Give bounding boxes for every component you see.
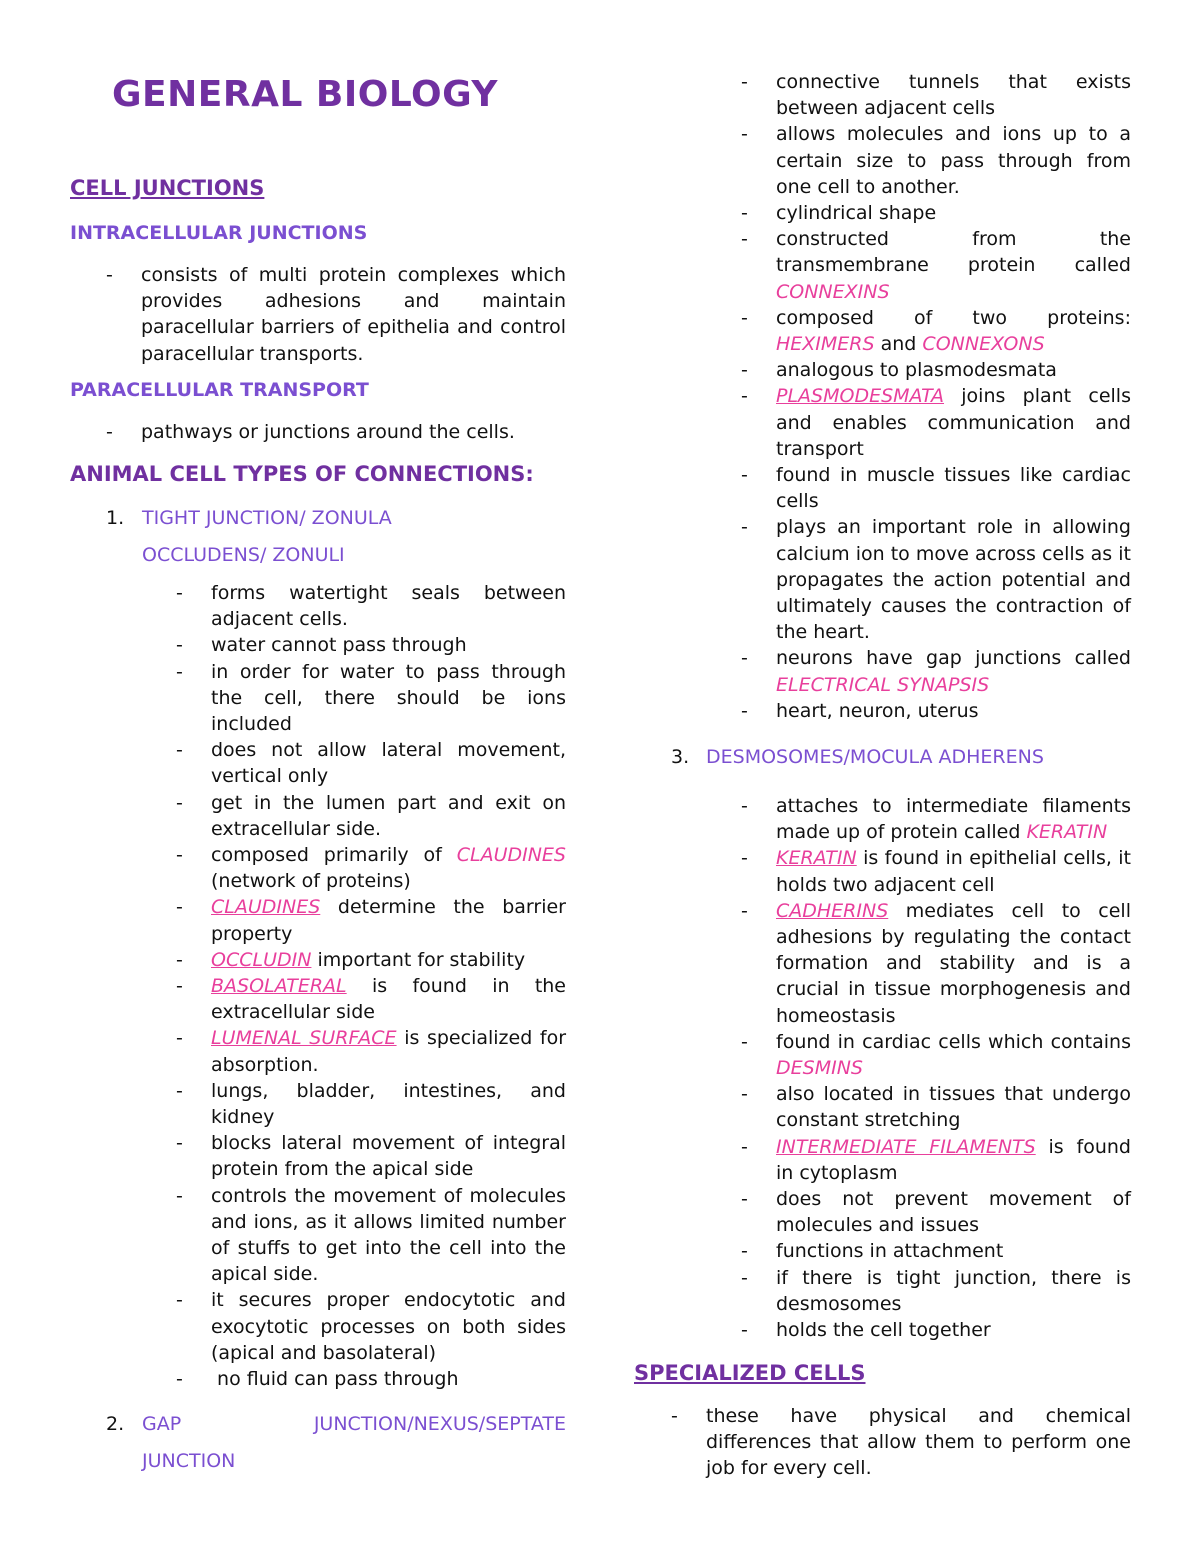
connexons-term: CONNEXONS <box>922 333 1045 356</box>
list-item: - INTERMEDIATE FILAMENTS is found in cytoplasm <box>741 1135 1131 1184</box>
list-item: - blocks lateral movement of integral protein from the apical side <box>176 1132 566 1181</box>
intermediate-filaments-term: INTERMEDIATE FILAMENTS <box>776 1135 1036 1158</box>
list-item: - also located in tissues that undergo constant stretching <box>741 1083 1131 1132</box>
list-item: - does not allow lateral movement, vertical only <box>176 739 566 788</box>
document-title: GENERAL BIOLOGY <box>112 74 498 115</box>
desmosomes-bullets <box>741 793 1131 1343</box>
list-item: - no fluid can pass through <box>176 1368 459 1391</box>
list-item: - neurons have gap junctions called ELECTRICAL SYNAPSIS <box>741 647 1131 696</box>
occludin-term: OCCLUDIN <box>211 948 312 971</box>
list-item: - it secures proper endocytotic and exocytotic processes on both sides (apical and basolateral) <box>176 1289 566 1364</box>
list-item: - does not prevent movement of molecules and issues <box>741 1188 1131 1237</box>
specialized-bullets <box>671 1403 1131 1482</box>
list-item: - allows molecules and ions up to a certain size to pass through from one cell to another. <box>741 123 1131 198</box>
list-item: - consists of multi protein complexes which provides adhesions and maintain paracellular barriers of epithelia and control paracellular transports. <box>106 264 566 365</box>
list-item: - LUMENAL SURFACE is specialized for absorption. <box>176 1027 567 1076</box>
list-item: - CLAUDINES determine the barrier property <box>176 896 566 945</box>
list-item: - BASOLATERAL is found in the extracellular side <box>176 975 566 1024</box>
claudines-term: CLAUDINES <box>211 896 321 919</box>
list-item: - holds the cell together <box>741 1319 991 1342</box>
list-item: - these have physical and chemical differences that allow them to perform one job for every cell. <box>671 1405 1131 1480</box>
desmins-term: DESMINS <box>776 1057 863 1080</box>
list-item: - KERATIN is found in epithelial cells, it holds two adjacent cell <box>741 847 1131 896</box>
list-item: - functions in attachment <box>741 1240 1004 1263</box>
list-item: - if there is tight junction, there is desmosomes <box>741 1266 1131 1315</box>
list-item: - cylindrical shape <box>741 202 937 225</box>
list-item: - found in muscle tissues like cardiac cells <box>741 464 1131 513</box>
list-item: - forms watertight seals between adjacent cells. <box>176 582 566 631</box>
animal-cell-heading: ANIMAL CELL TYPES OF CONNECTIONS: <box>70 462 534 486</box>
keratin-term: KERATIN <box>776 847 857 870</box>
list-item: - OCCLUDIN important for stability <box>176 948 526 971</box>
list-item: - heart, neuron, uterus <box>741 699 979 722</box>
gap-junction-bullets <box>741 69 1131 724</box>
list-item: - CADHERINS mediates cell to cell adhesions by regulating the contact formation and stability and is a crucial in tissue morphogenesis and homeostasis <box>741 899 1131 1027</box>
specialized-cells-heading: SPECIALIZED CELLS <box>634 1361 866 1385</box>
tight-junction-bullets <box>176 580 566 1392</box>
cadherins-term: CADHERINS <box>776 899 889 922</box>
list-item: - composed of two proteins: HEXIMERS and CONNEXONS <box>741 306 1131 356</box>
electrical-synapsis-term: ELECTRICAL SYNAPSIS <box>776 673 990 696</box>
keratin-term: KERATIN <box>1026 821 1108 844</box>
connexins-term: CONNEXINS <box>776 280 890 303</box>
list-item: - in order for water to pass through the cell, there should be ions included <box>176 660 566 736</box>
heximers-term: HEXIMERS <box>776 333 875 356</box>
list-item: - PLASMODESMATA joins plant cells and enables communication and transport <box>741 385 1131 460</box>
paracellular-transport-heading: PARACELLULAR TRANSPORT <box>70 379 369 401</box>
list-item: - pathways or junctions around the cells. <box>106 421 515 443</box>
intracellular-junctions-heading: INTRACELLULAR JUNCTIONS <box>70 222 368 244</box>
list-item: - analogous to plasmodesmata <box>741 359 1057 382</box>
lumenal-surface-term: LUMENAL SURFACE <box>211 1027 397 1050</box>
list-item: - water cannot pass through <box>176 634 467 657</box>
list-item: - lungs, bladder, intestines, and kidney <box>176 1079 566 1129</box>
intracellular-bullets <box>106 262 566 367</box>
list-item: - plays an important role in allowing calcium ion to move across cells as it propagates the action potential and ultimately causes the contraction of the heart. <box>741 516 1131 644</box>
list-item: - connective tunnels that exists between adjacent cells <box>741 71 1131 120</box>
claudines-term: CLAUDINES <box>456 844 566 867</box>
paracellular-bullets <box>106 419 566 445</box>
list-item: - attaches to intermediate filaments made up of protein called KERATIN <box>741 795 1131 844</box>
cell-junctions-heading: CELL JUNCTIONS <box>70 176 265 200</box>
list-item: - composed primarily of CLAUDINES (network of proteins) <box>176 844 566 893</box>
list-item: - found in cardiac cells which contains DESMINS <box>741 1030 1131 1080</box>
list-item: - get in the lumen part and exit on extracellular side. <box>176 791 566 840</box>
plasmodesmata-term: PLASMODESMATA <box>776 385 945 408</box>
list-item: - constructed from the transmembrane protein called CONNEXINS <box>741 228 1131 303</box>
list-item: - controls the movement of molecules and ions, as it allows limited number of stuffs to get into the cell into the apical side. <box>176 1184 566 1286</box>
basolateral-term: BASOLATERAL <box>211 975 347 998</box>
